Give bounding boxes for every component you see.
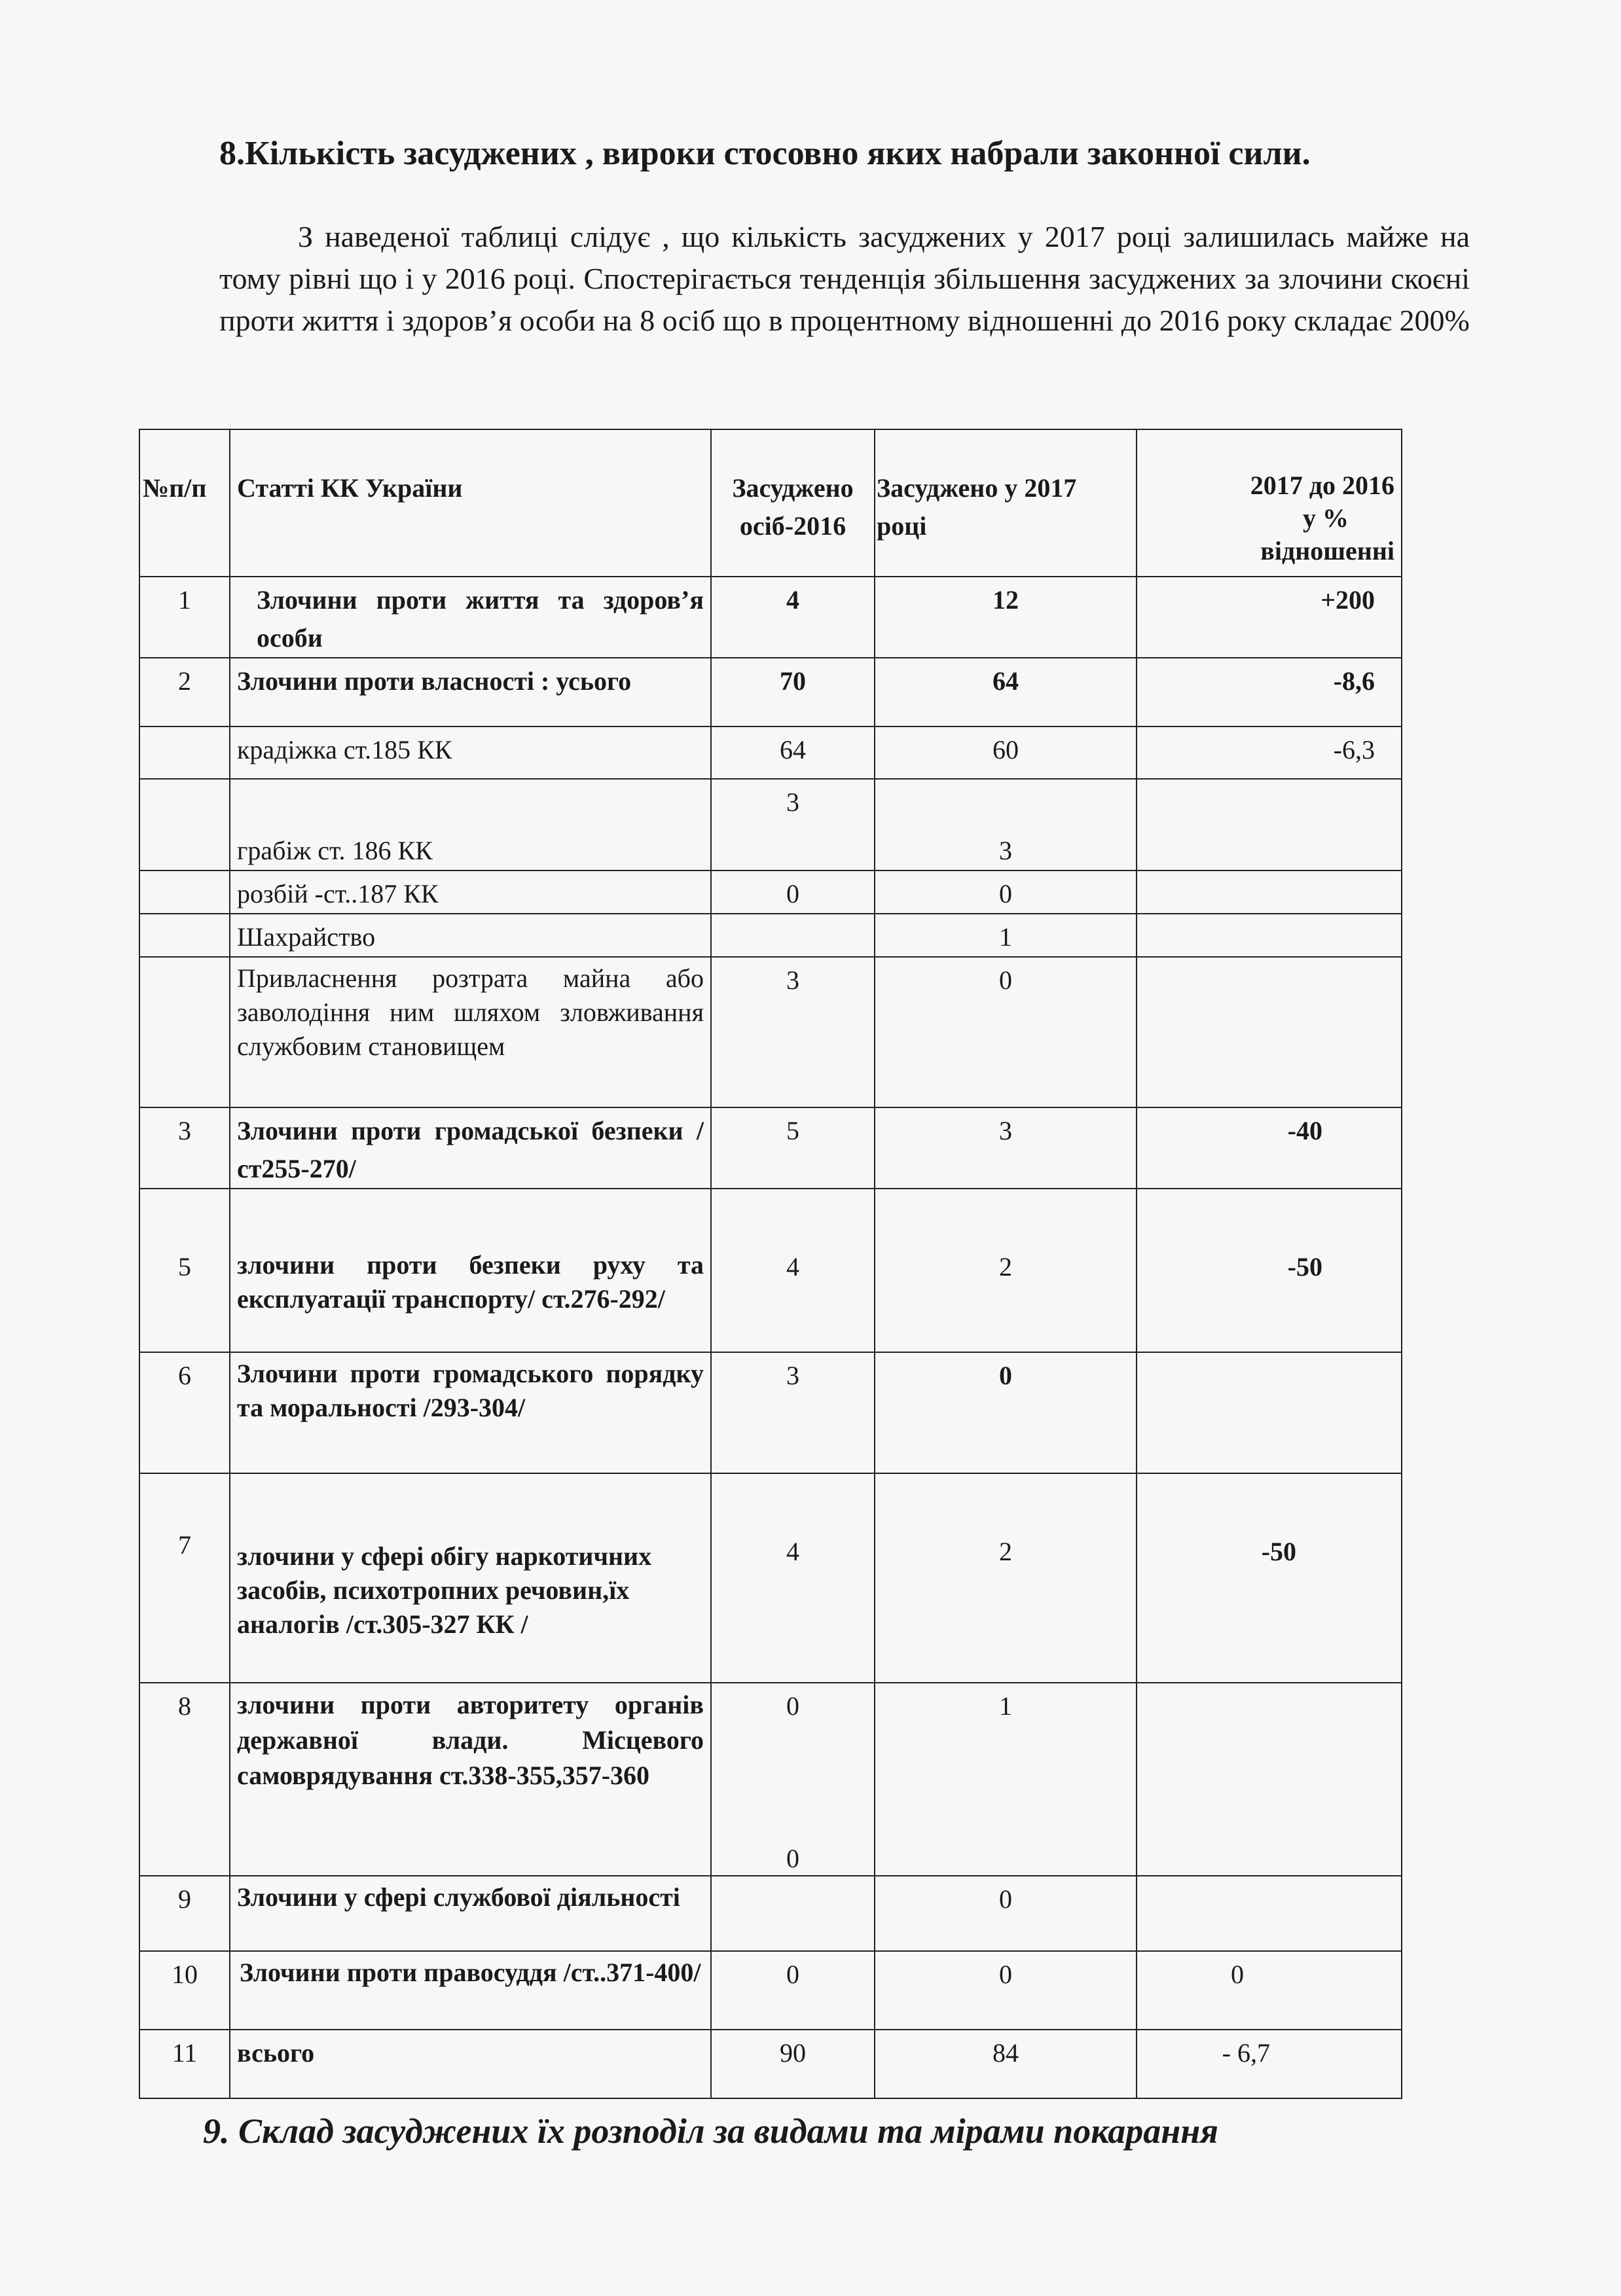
row-2016: 3 bbox=[711, 1352, 875, 1473]
table-row bbox=[139, 1683, 1402, 1876]
intro-paragraph bbox=[219, 216, 1470, 342]
header-2017-line1: Засуджено у 2017 bbox=[877, 473, 1077, 503]
row-2016: 5 bbox=[711, 1107, 875, 1189]
row-article: Злочини проти правосуддя /ст..371-400/ bbox=[230, 1951, 711, 2030]
row-num: 8 bbox=[139, 1683, 230, 1876]
row-2016: 4 bbox=[711, 1473, 875, 1683]
table-row bbox=[139, 726, 1402, 779]
row-num bbox=[139, 779, 230, 870]
row-num bbox=[139, 957, 230, 1107]
row-2017: 1 bbox=[875, 1683, 1137, 1876]
row-pct: -6,3 bbox=[1137, 726, 1402, 779]
table-row bbox=[139, 779, 1402, 870]
header-2017 bbox=[875, 429, 1137, 577]
row-pct bbox=[1137, 1352, 1402, 1473]
row-num: 2 bbox=[139, 658, 230, 726]
row-article: всього bbox=[230, 2030, 711, 2098]
row-pct: -50 bbox=[1137, 1473, 1402, 1683]
section-heading: 8.Кількість засуджених , вироки стосовно яких набрали законної сили. bbox=[219, 135, 1311, 172]
table-row bbox=[139, 914, 1402, 957]
row-article: Злочини проти громадської безпеки /ст255-270/ bbox=[230, 1107, 711, 1189]
row-article-text: злочини проти авторитету органів державної влади. Місцевого самоврядування ст.338-355,357-360 bbox=[237, 1690, 704, 1790]
row-2017: 0 bbox=[875, 1951, 1137, 2030]
row-pct bbox=[1137, 870, 1402, 914]
row-pct: -40 bbox=[1137, 1107, 1402, 1189]
row-2017: 12 bbox=[875, 577, 1137, 658]
next-section-heading: 9. Склад засуджених їх розподіл за видами та мірами покарання bbox=[203, 2111, 1218, 2151]
header-2016-line1: Засуджено bbox=[732, 473, 854, 503]
intro-text: З наведеної таблиці слідує , що кількість засуджених у 2017 році залишилась майже на тому рівні що і у 2016 році. Спостерігається тенденція збільшення засуджених за злочини скоєні проти життя і здоров’я особи на 8 осіб що в процентному відношенні до 2016 року складає 200% bbox=[219, 220, 1470, 337]
row-num bbox=[139, 726, 230, 779]
row-num: 11 bbox=[139, 2030, 230, 2098]
row-num bbox=[139, 914, 230, 957]
row-pct bbox=[1137, 957, 1402, 1107]
table-row bbox=[139, 1473, 1402, 1683]
table-header-row bbox=[139, 429, 1402, 577]
row-2016: 4 bbox=[711, 577, 875, 658]
header-2016 bbox=[711, 429, 875, 577]
row-article: розбій -ст..187 КК bbox=[230, 870, 711, 914]
row-2017: 3 bbox=[875, 1107, 1137, 1189]
header-2017-line2: році bbox=[877, 511, 927, 541]
row-num bbox=[139, 870, 230, 914]
table-row bbox=[139, 1876, 1402, 1951]
row-2017: 64 bbox=[875, 658, 1137, 726]
row-pct: 0 bbox=[1137, 1951, 1402, 2030]
table-row bbox=[139, 1951, 1402, 2030]
header-article: Статті КК України bbox=[230, 429, 711, 577]
row-num: 9 bbox=[139, 1876, 230, 1951]
row-article: Привласнення розтрата майна або заволодіння ним шляхом зловживання службовим становищем bbox=[230, 957, 711, 1107]
row-2017: 2 bbox=[875, 1473, 1137, 1683]
header-num: №п/п bbox=[139, 429, 230, 577]
row-article: злочини проти безпеки руху та експлуатації транспорту/ ст.276-292/ bbox=[230, 1189, 711, 1352]
row-pct: - 6,7 bbox=[1137, 2030, 1402, 2098]
table-row bbox=[139, 870, 1402, 914]
row-2016 bbox=[711, 1683, 875, 1876]
table-row bbox=[139, 1352, 1402, 1473]
row-num: 5 bbox=[139, 1189, 230, 1352]
row-2016: 3 bbox=[711, 779, 875, 870]
row-article: злочини у сфері обігу наркотичних засобів, психотропних речовин,їх аналогів /ст.305-327 КК / bbox=[230, 1473, 711, 1683]
row-article: грабіж ст. 186 КК bbox=[230, 779, 711, 870]
row-2017: 0 bbox=[875, 957, 1137, 1107]
row-2016 bbox=[711, 914, 875, 957]
row-num: 3 bbox=[139, 1107, 230, 1189]
row-2017: 0 bbox=[875, 1352, 1137, 1473]
row-pct: -8,6 bbox=[1137, 658, 1402, 726]
row-num: 7 bbox=[139, 1473, 230, 1683]
header-pct-line3: відношенні bbox=[1260, 536, 1394, 565]
table-row bbox=[139, 658, 1402, 726]
row-2016: 0 bbox=[711, 1951, 875, 2030]
row-2016: 70 bbox=[711, 658, 875, 726]
row-pct: -50 bbox=[1137, 1189, 1402, 1352]
convictions-table bbox=[139, 429, 1402, 2099]
row-2016 bbox=[711, 1876, 875, 1951]
row-2016: 64 bbox=[711, 726, 875, 779]
row-2016: 90 bbox=[711, 2030, 875, 2098]
row-num: 6 bbox=[139, 1352, 230, 1473]
row-2016: 0 bbox=[711, 870, 875, 914]
row-2017: 0 bbox=[875, 870, 1137, 914]
row-2017: 0 bbox=[875, 1876, 1137, 1951]
table-row bbox=[139, 1107, 1402, 1189]
row-article: Шахрайство bbox=[230, 914, 711, 957]
row-2016: 3 bbox=[711, 957, 875, 1107]
row-2017: 2 bbox=[875, 1189, 1137, 1352]
row-article bbox=[230, 1683, 711, 1876]
row-num: 10 bbox=[139, 1951, 230, 2030]
row-pct bbox=[1137, 779, 1402, 870]
row-2017: 84 bbox=[875, 2030, 1137, 2098]
row-pct: +200 bbox=[1137, 577, 1402, 658]
row-2017: 1 bbox=[875, 914, 1137, 957]
row-article: Злочини у сфері службової діяльності bbox=[230, 1876, 711, 1951]
table-row bbox=[139, 577, 1402, 658]
table-row bbox=[139, 1189, 1402, 1352]
table-row bbox=[139, 957, 1402, 1107]
row-article: Злочини проти громадського порядку та моральності /293-304/ bbox=[230, 1352, 711, 1473]
table-row bbox=[139, 2030, 1402, 2098]
row-pct bbox=[1137, 914, 1402, 957]
row-article: Злочини проти власності : усього bbox=[230, 658, 711, 726]
row-article: крадіжка ст.185 КК bbox=[230, 726, 711, 779]
row-2016: 4 bbox=[711, 1189, 875, 1352]
row-pct bbox=[1137, 1876, 1402, 1951]
row-2017: 3 bbox=[875, 779, 1137, 870]
row-2017: 60 bbox=[875, 726, 1137, 779]
header-percent bbox=[1137, 429, 1402, 577]
header-pct-line2: у % bbox=[1303, 503, 1349, 533]
row-2016-value: 0 bbox=[786, 1691, 799, 1721]
row-2016-extra: 0 bbox=[786, 1844, 799, 1873]
row-num: 1 bbox=[139, 577, 230, 658]
header-pct-line1: 2017 до 2016 bbox=[1250, 471, 1394, 500]
row-article: Злочини проти життя та здоров’я особи bbox=[230, 577, 711, 658]
row-pct bbox=[1137, 1683, 1402, 1876]
header-2016-line2: осіб-2016 bbox=[739, 511, 847, 541]
